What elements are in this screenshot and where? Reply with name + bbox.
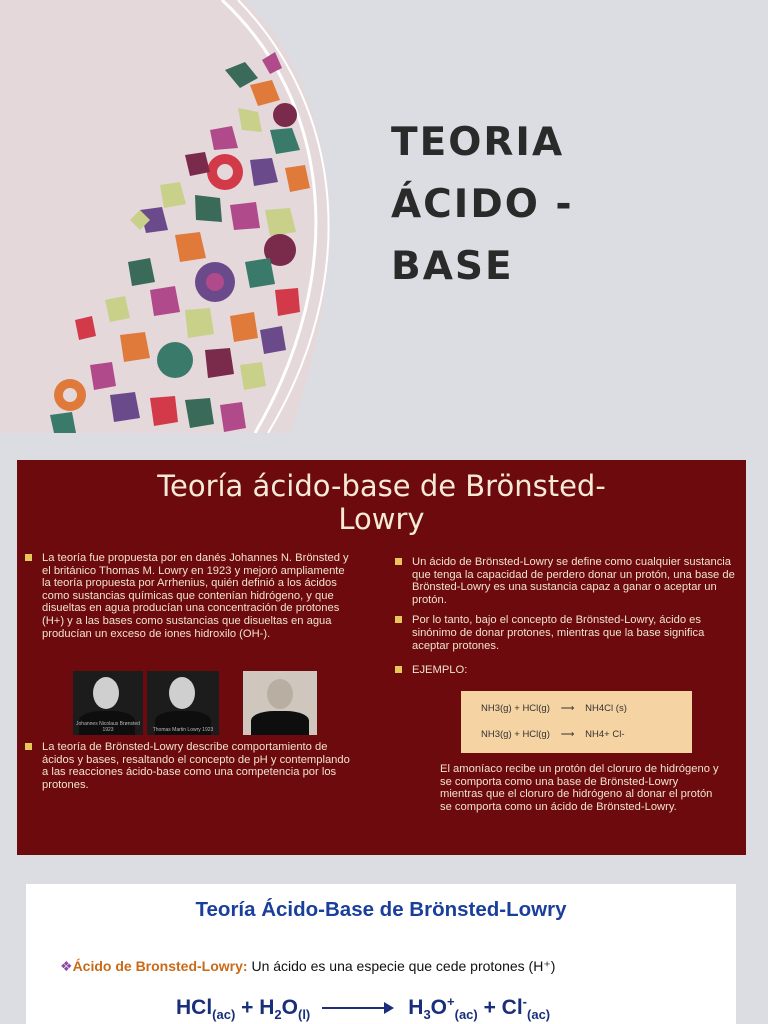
photo-scientist-3 bbox=[243, 671, 317, 735]
photo-bronsted bbox=[73, 671, 143, 735]
equation-1-right: NH4Cl (s) bbox=[585, 703, 627, 714]
equation-2 bbox=[481, 729, 625, 740]
left-bullet-1-text: La teoría fue propuesta por en danés Johannes N. Brönsted y el británico Thomas M. Lowry en 1923 y mejoró ampliamente la teoría propuesta por Arrhenius, quién definió a los ácidos como sustancias químicas que contenían hidrógeno, y que disueltas en agua producían una concentración de protones (H+) y a las bases como sustancias que disueltas en agua producían un exceso de iones hidroxilo (OH-). bbox=[42, 552, 349, 640]
equation-2-left: NH3(g) + HCl(g) bbox=[481, 729, 550, 740]
diamond-bullet-icon: ❖ bbox=[60, 958, 73, 974]
mosaic-pattern-decoration bbox=[0, 0, 360, 433]
equation-1 bbox=[481, 703, 627, 714]
eq-h3: H bbox=[408, 996, 424, 1019]
main-title-line-3: BASE bbox=[391, 244, 514, 289]
eq-hcl-state: (ac) bbox=[212, 1007, 236, 1023]
right-bullet-2-text: Por lo tanto, bajo el concepto de Brönsted-Lowry, ácido es sinónimo de donar protones, mientras que la base significa aceptar protones. bbox=[412, 614, 705, 652]
eq-hydronium-charge: + bbox=[447, 994, 455, 1009]
arrow-icon: ⟶ bbox=[560, 729, 575, 740]
eq-cl-state: (ac) bbox=[527, 1007, 551, 1023]
eq-hcl: HCl bbox=[176, 996, 213, 1019]
eq-o3: O bbox=[430, 996, 448, 1019]
main-title-line-1: TEORIA bbox=[391, 120, 565, 165]
photo-caption-2: Thomas Martin Lowry 1923 bbox=[152, 727, 214, 733]
bullet-marker bbox=[395, 666, 402, 673]
main-title bbox=[391, 112, 751, 298]
arrow-icon: ⟶ bbox=[560, 703, 575, 714]
left-column-lower bbox=[25, 741, 355, 799]
right-column bbox=[395, 556, 735, 685]
bronsted-lowry-slide bbox=[17, 460, 746, 855]
acid-definition bbox=[60, 958, 555, 975]
left-column bbox=[25, 552, 355, 648]
right-bullet-3 bbox=[395, 664, 735, 677]
main-title-line-2: ÁCIDO - bbox=[391, 182, 574, 227]
eq-cl: Cl bbox=[501, 996, 523, 1019]
acid-definition-text: Un ácido es una especie que cede protones (H⁺) bbox=[247, 958, 556, 974]
eq-h: H bbox=[259, 996, 275, 1019]
acid-equation bbox=[176, 994, 550, 1022]
bullet-marker bbox=[395, 616, 402, 623]
eq-plus: + bbox=[235, 996, 260, 1019]
eq-h3-sub: 3 bbox=[423, 1007, 431, 1023]
bronsted-definition-slide bbox=[26, 884, 736, 1024]
photo-caption-1: Johannes Nicolaus Brønsted 1923 bbox=[76, 721, 140, 733]
bullet-marker bbox=[25, 743, 32, 750]
equation-2-right: NH4+ Cl- bbox=[585, 729, 625, 740]
eq-hydronium-state: (ac) bbox=[454, 1007, 478, 1023]
slide2-title: Teoría ácido-base de Brönsted- Lowry bbox=[157, 469, 606, 536]
left-bullet-2 bbox=[25, 741, 355, 791]
left-bullet-1 bbox=[25, 552, 355, 640]
eq-water-state: (l) bbox=[297, 1007, 311, 1023]
bullet-marker bbox=[395, 558, 402, 565]
ammonia-explanation: El amoníaco recibe un protón del cloruro de hidrógeno y se comporta como una base de Brönsted-Lowry mientras que el cloruro de hidrógeno al donar el protón se comporta como un ácido de Brönsted-Lowry. bbox=[440, 763, 719, 813]
equation-box bbox=[461, 691, 692, 753]
left-bullet-2-text: La teoría de Brönsted-Lowry describe comportamiento de ácidos y bases, resaltando el concepto de pH y contemplando a las reacciones ácido-base como una competencia por los protones. bbox=[42, 741, 350, 791]
right-bullet-1-text: Un ácido de Brönsted-Lowry se define como cualquier sustancia que tenga la capacidad de perdero donar un protón, una base de Brönsted-Lowry es una sustancia capaz a ganar o aceptar un protón. bbox=[412, 556, 735, 606]
right-bullet-3-text: EJEMPLO: bbox=[412, 664, 468, 677]
eq-cl-charge: - bbox=[522, 994, 528, 1009]
right-bullet-2 bbox=[395, 614, 735, 652]
equation-1-left: NH3(g) + HCl(g) bbox=[481, 703, 550, 714]
reaction-arrow-icon bbox=[322, 1007, 392, 1009]
scientist-photos bbox=[73, 671, 333, 735]
eq-plus-2: + bbox=[477, 996, 502, 1019]
title-slide bbox=[0, 0, 768, 433]
right-bullet-1 bbox=[395, 556, 735, 606]
bullet-marker bbox=[25, 554, 32, 561]
photo-lowry bbox=[147, 671, 219, 735]
slide3-title: Teoría Ácido-Base de Brönsted-Lowry bbox=[195, 898, 567, 921]
eq-h2-sub: 2 bbox=[274, 1007, 282, 1023]
eq-o: O bbox=[281, 996, 298, 1019]
acid-term: Ácido de Bronsted-Lowry: bbox=[72, 958, 248, 974]
